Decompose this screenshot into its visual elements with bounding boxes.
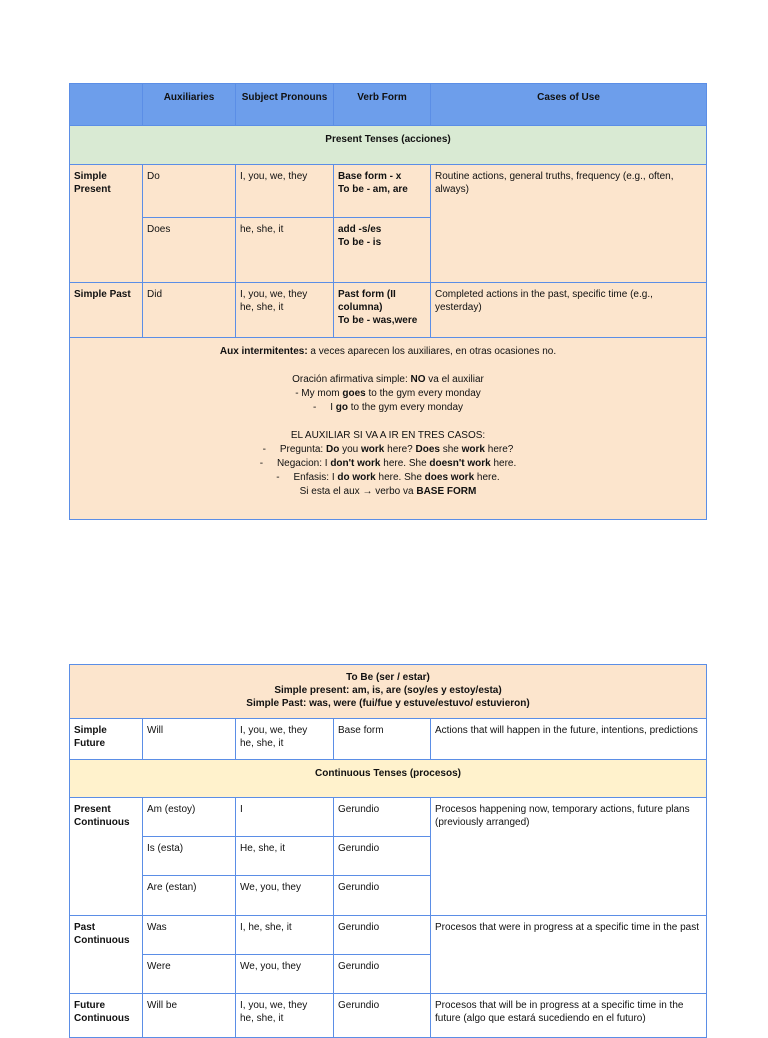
verb-form-cell: Gerundio: [334, 955, 431, 994]
aux-cell: Did: [143, 283, 236, 338]
header-verb-form: Verb Form: [334, 84, 431, 126]
to-be-cell: [70, 665, 707, 719]
header-empty: [70, 84, 143, 126]
notes-negacion: - Negacion: I don't work here. She doesn't work here.: [259, 458, 517, 469]
notes-pregunta: - Pregunta: Do you work here? Does she work here?: [262, 444, 514, 455]
table-row: [70, 283, 707, 338]
verb-form-line: To be - am, are: [338, 184, 408, 195]
table-row: [70, 916, 707, 955]
table-row: [70, 165, 707, 218]
verb-form-cell: Gerundio: [334, 798, 431, 837]
use-cell: Completed actions in the past, specific time (e.g., yesterday): [431, 283, 707, 338]
verb-form-line: Past form (II columna): [338, 289, 396, 313]
pronouns-cell: He, she, it: [236, 837, 334, 876]
aux-cell: Is (esta): [143, 837, 236, 876]
notes-cell: [70, 338, 707, 520]
verb-form-line: To be - was,were: [338, 315, 418, 326]
header-cases-of-use: Cases of Use: [431, 84, 707, 126]
to-be-line: Simple present: am, is, are (soy/es y estoy/esta): [274, 685, 502, 696]
present-tenses-table: [69, 83, 707, 520]
section-present-tenses: Present Tenses (acciones): [70, 126, 707, 165]
header-subject-pronouns: Subject Pronouns: [236, 84, 334, 126]
header-row: [70, 84, 707, 126]
use-cell: Routine actions, general truths, frequency (e.g., often, always): [431, 165, 707, 283]
use-cell: Actions that will happen in the future, intentions, predictions: [431, 719, 707, 760]
aux-cell: Was: [143, 916, 236, 955]
use-cell: Procesos happening now, temporary actions, future plans (previously arranged): [431, 798, 707, 916]
tense-label-future-continuous: Future Continuous: [70, 994, 143, 1038]
notes-row: [70, 338, 707, 520]
aux-cell: Were: [143, 955, 236, 994]
pronouns-line: I, you, we, they: [240, 289, 308, 300]
notes-aux-intermitentes: Aux intermitentes: a veces aparecen los auxiliares, en otras ocasiones no.: [219, 346, 557, 357]
verb-form-line: add -s/es: [338, 224, 382, 235]
to-be-line: To Be (ser / estar): [346, 672, 430, 683]
notes-oracion-afirmativa: Oración afirmativa simple: NO va el auxiliar: [292, 374, 484, 385]
to-be-line: Simple Past: was, were (fui/fue y estuve/estuvo/ estuvieron): [246, 698, 530, 709]
verb-form-cell: Gerundio: [334, 916, 431, 955]
header-auxiliaries: Auxiliaries: [143, 84, 236, 126]
pronouns-cell: I, he, she, it: [236, 916, 334, 955]
table-row: [70, 994, 707, 1038]
tense-label-simple-past: Simple Past: [70, 283, 143, 338]
notes-enfasis: - Enfasis: I do work here. She does work here.: [276, 472, 500, 483]
verb-form-line: To be - is: [338, 237, 382, 248]
section-continuous-tenses: Continuous Tenses (procesos): [70, 760, 707, 798]
verb-form-cell: Gerundio: [334, 994, 431, 1038]
aux-cell: Do: [143, 165, 236, 218]
verb-form-cell: Gerundio: [334, 876, 431, 916]
use-cell: Procesos that were in progress at a specific time in the past: [431, 916, 707, 994]
verb-form-line: Base form - x: [338, 171, 402, 182]
verb-form-cell: Gerundio: [334, 837, 431, 876]
to-be-row: [70, 665, 707, 719]
verb-form-cell: [334, 165, 431, 218]
aux-cell: Are (estan): [143, 876, 236, 916]
pronouns-cell: [236, 719, 334, 760]
pronouns-cell: We, you, they: [236, 955, 334, 994]
aux-cell: Does: [143, 218, 236, 283]
pronouns-cell: [236, 283, 334, 338]
future-continuous-tenses-table: [69, 664, 707, 1038]
pronouns-cell: he, she, it: [236, 218, 334, 283]
use-cell: Procesos that will be in progress at a specific time in the future (algo que estará sucediendo en el futuro): [431, 994, 707, 1038]
pronouns-line: he, she, it: [240, 738, 284, 749]
verb-form-cell: [334, 218, 431, 283]
table-row: [70, 719, 707, 760]
pronouns-cell: I: [236, 798, 334, 837]
tense-label-past-continuous: Past Continuous: [70, 916, 143, 994]
tense-label-simple-future: Simple Future: [70, 719, 143, 760]
tense-label-simple-present: Simple Present: [70, 165, 143, 283]
pronouns-line: I, you, we, they: [240, 1000, 308, 1011]
pronouns-line: he, she, it: [240, 1013, 284, 1024]
tense-label-present-continuous: Present Continuous: [70, 798, 143, 916]
pronouns-cell: I, you, we, they: [236, 165, 334, 218]
verb-form-cell: Base form: [334, 719, 431, 760]
aux-cell: Will be: [143, 994, 236, 1038]
aux-cell: Am (estoy): [143, 798, 236, 837]
pronouns-cell: [236, 994, 334, 1038]
pronouns-line: he, she, it: [240, 302, 284, 313]
notes-example-mom: - My mom goes to the gym every monday: [295, 388, 481, 399]
table-row: [70, 798, 707, 837]
section-row: [70, 126, 707, 165]
notes-base-form: Si esta el aux → verbo va BASE FORM: [299, 486, 477, 497]
verb-form-cell: [334, 283, 431, 338]
pronouns-line: I, you, we, they: [240, 725, 308, 736]
section-row: [70, 760, 707, 798]
notes-example-i: - I go to the gym every monday: [312, 402, 464, 413]
aux-cell: Will: [143, 719, 236, 760]
notes-tres-casos: EL AUXILIAR SI VA A IR EN TRES CASOS:: [290, 430, 486, 441]
pronouns-cell: We, you, they: [236, 876, 334, 916]
